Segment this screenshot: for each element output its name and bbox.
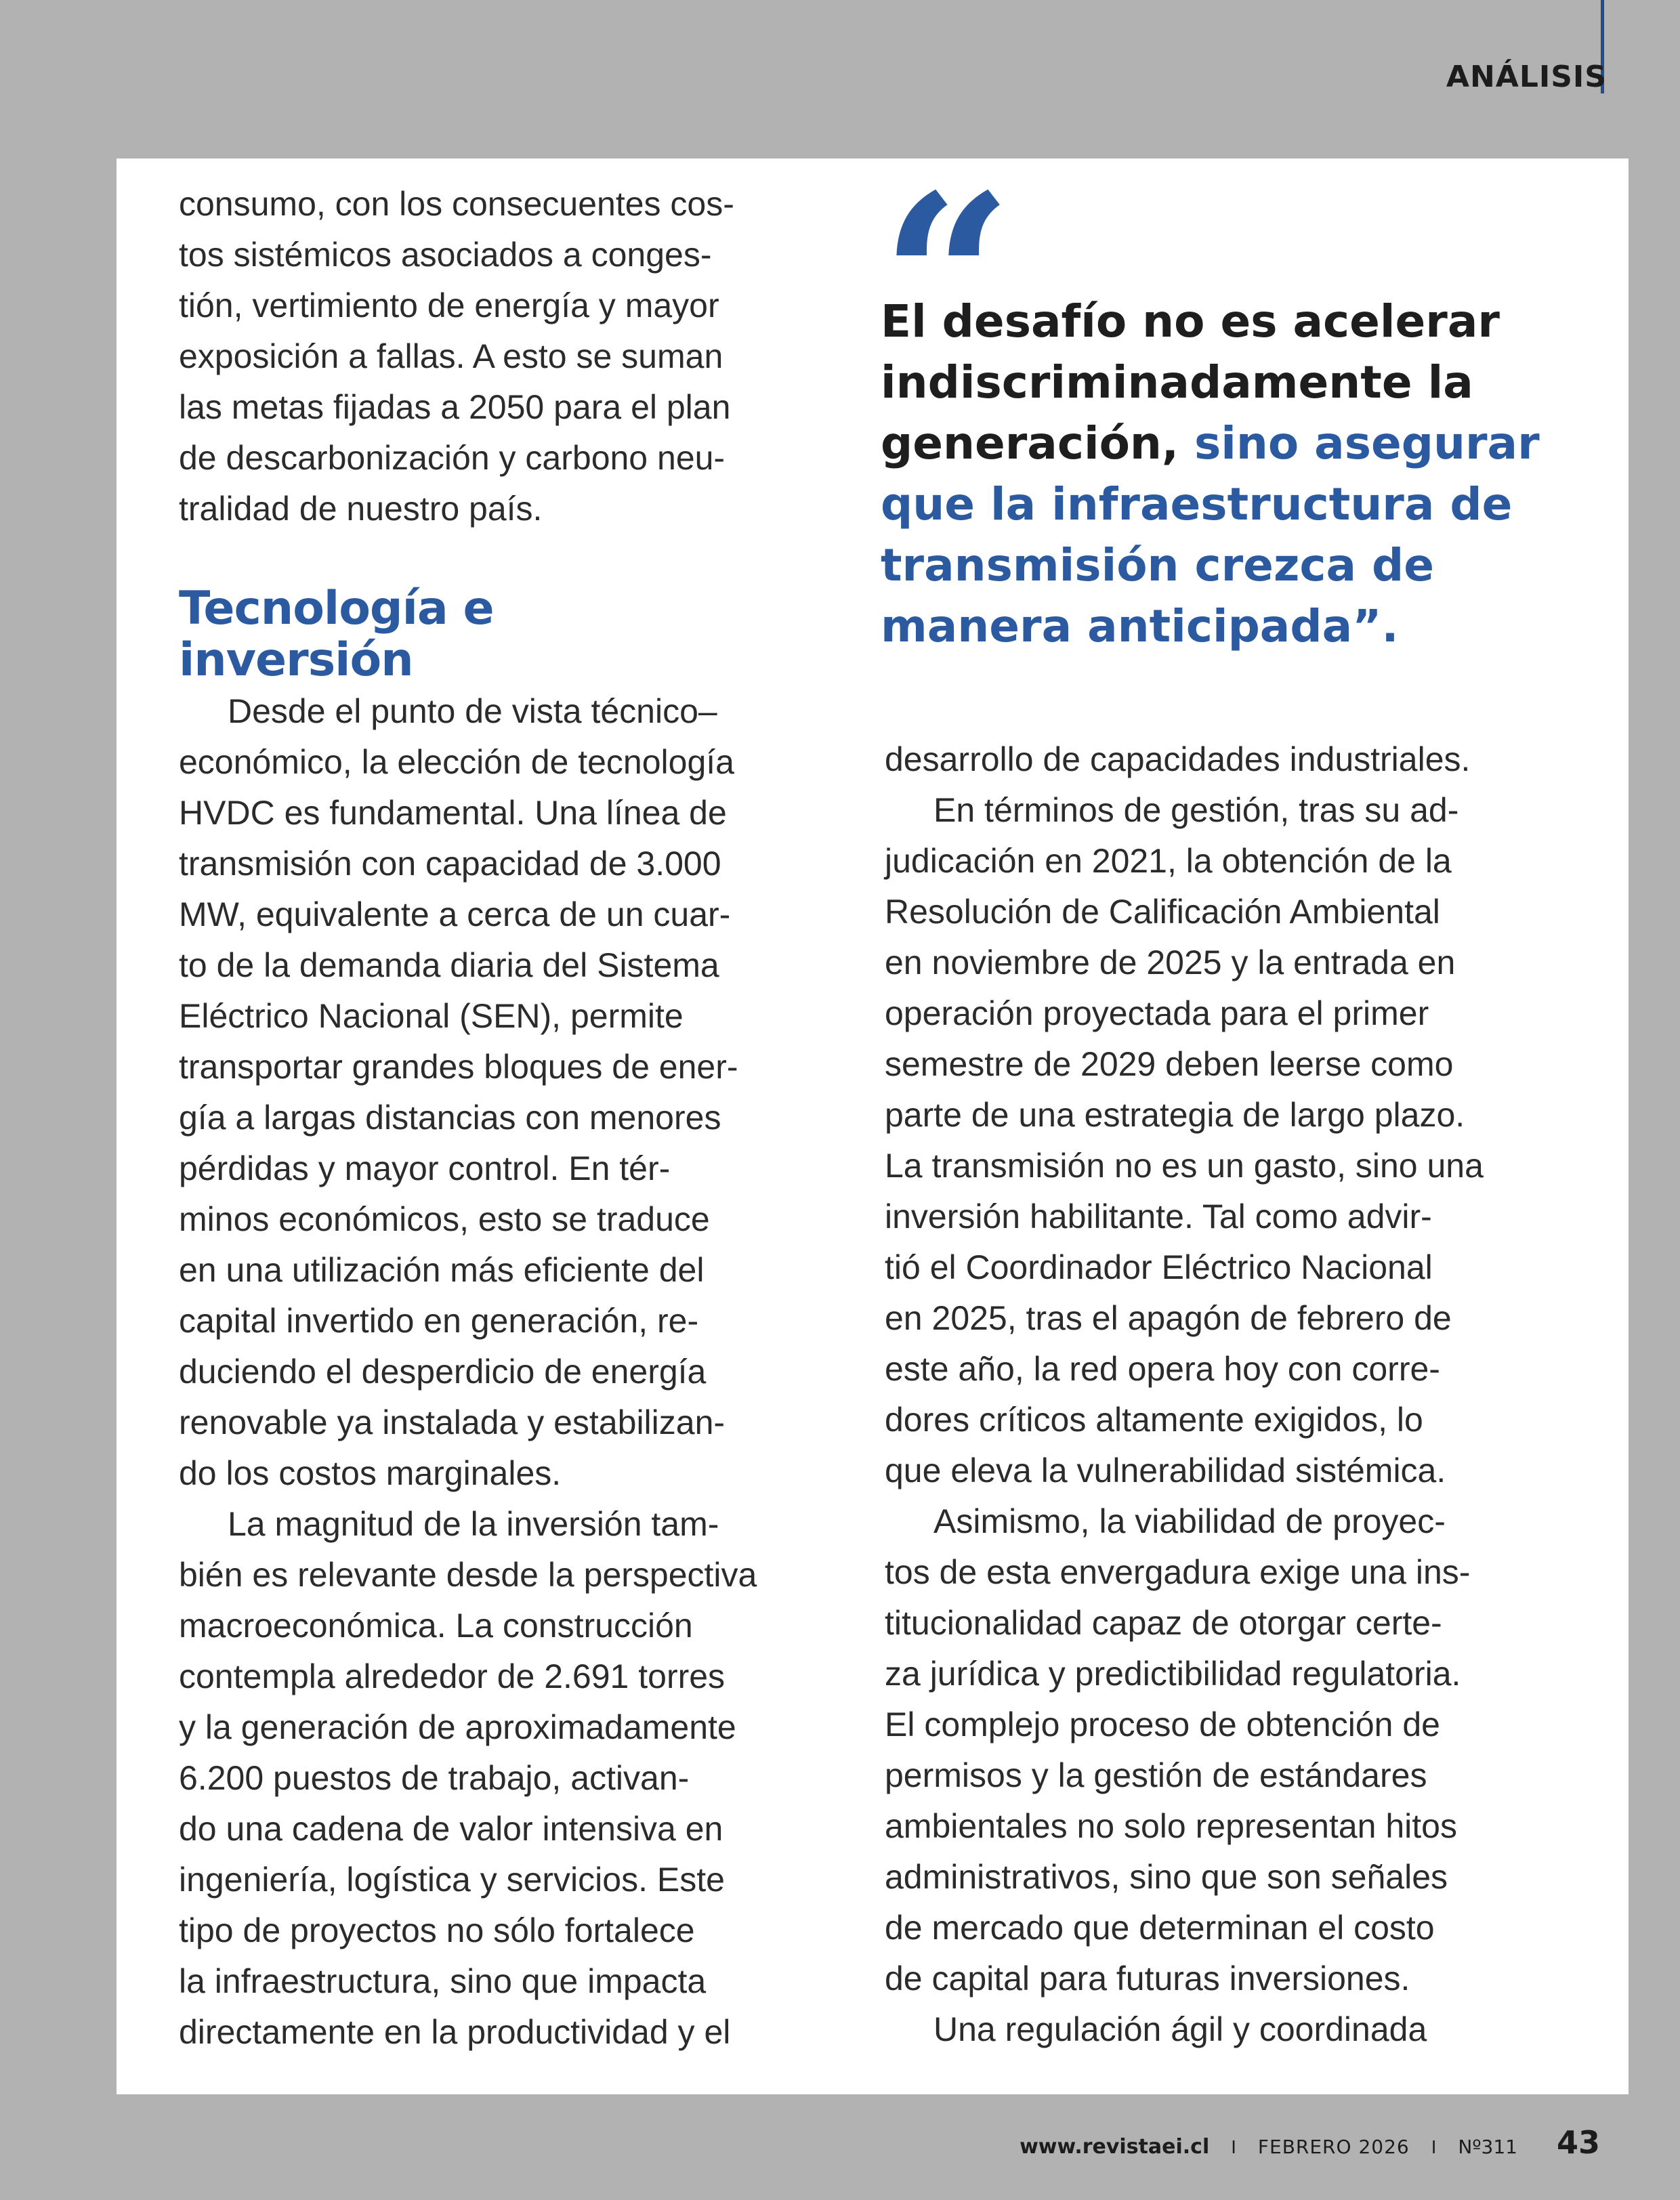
continuation-line: desarrollo de capacidades industriales. <box>885 740 1471 778</box>
paragraph-institutions: Asimismo, la viabilidad de proyec- tos de esta envergadura exige una ins- titucionalidad capaz de otorgar certe- za jurídica y predictibilidad regulatoria. El complejo proceso de obtención de permisos y la gestión de estándares ambientales no solo representan hitos administrativos, sino que son señales de mercado que determinan el costo de capital para futuras inversiones. <box>885 1502 1471 1997</box>
footer-issue: Nº311 <box>1458 2136 1517 2158</box>
left-column <box>179 179 843 2058</box>
pull-quote-dark: El desafío no es acelerar indiscriminadamente la generación, <box>881 295 1500 469</box>
intro-paragraph: consumo, con los consecuentes cos- tos sistémicos asociados a conges- tión, vertimiento de energía y mayor exposición a fallas. A esto se suman las metas fijadas a 2050 para el plan de descarbonización y carbono neu- tralidad de nuestro país. <box>179 185 734 528</box>
footer-separator: I <box>1431 2138 1437 2158</box>
section-label: ANÁLISIS <box>1446 60 1607 94</box>
pull-quote-highlight: sino asegurar que la infraestructura de transmisión crezca de manera anticipada”. <box>881 417 1540 652</box>
page-number: 43 <box>1556 2124 1600 2161</box>
right-column <box>885 734 1562 2055</box>
footer-separator: I <box>1231 2138 1236 2158</box>
article-panel <box>117 145 1629 2094</box>
paragraph-regulation: Una regulación ágil y coordinada <box>933 2010 1427 2048</box>
paragraph-investment: La magnitud de la inversión tam- bién es relevante desde la perspectiva macroeconómica. La construcción contempla alrededor de 2.691 torres y la generación de aproximadamente 6.200 puestos de trabajo, activan- do una cadena de valor intensiva en ingeniería, logística y servicios. Este tipo de proyectos no sólo fortalece la infraestructura, sino que impacta directamente en la productividad y el <box>179 1505 757 2051</box>
section-heading: Tecnología e inversión <box>179 582 494 687</box>
page-footer <box>1020 2124 1600 2161</box>
paragraph-management: En términos de gestión, tras su ad- judicación en 2021, la obtención de la Resolución de Calificación Ambiental en noviembre de 2025 y la entrada en operación proyectada para el primer semestre de 2029 deben leerse como parte de una estrategia de largo plazo. La transmisión no es un gasto, sino una inversión habilitante. Tal como advir- tió el Coordinador Eléctrico Nacional en 2025, tras el apagón de febrero de este año, la red opera hoy con corre- dores críticos altamente exigidos, lo que eleva la vulnerabilidad sistémica. <box>885 791 1484 1489</box>
quote-mark-icon: “ <box>881 145 986 415</box>
footer-date: FEBRERO 2026 <box>1257 2136 1410 2158</box>
paragraph-technology: Desde el punto de vista técnico– económico, la elección de tecnología HVDC es fundamental. Una línea de transmisión con capacidad de 3.000 MW, equivalente a cerca de un cuar- to de la demanda diaria del Sistema Eléctrico Nacional (SEN), permite transportar grandes bloques de ener- gía a largas distancias con menores pérdidas y mayor control. En tér- minos económicos, esto se traduce en una utilización más eficiente del capital invertido en generación, re- duciendo el desperdicio de energía renovable ya instalada y estabilizan- do los costos marginales. <box>179 692 738 1492</box>
pull-quote <box>881 291 1565 657</box>
footer-website: www.revistaei.cl <box>1020 2135 1210 2159</box>
